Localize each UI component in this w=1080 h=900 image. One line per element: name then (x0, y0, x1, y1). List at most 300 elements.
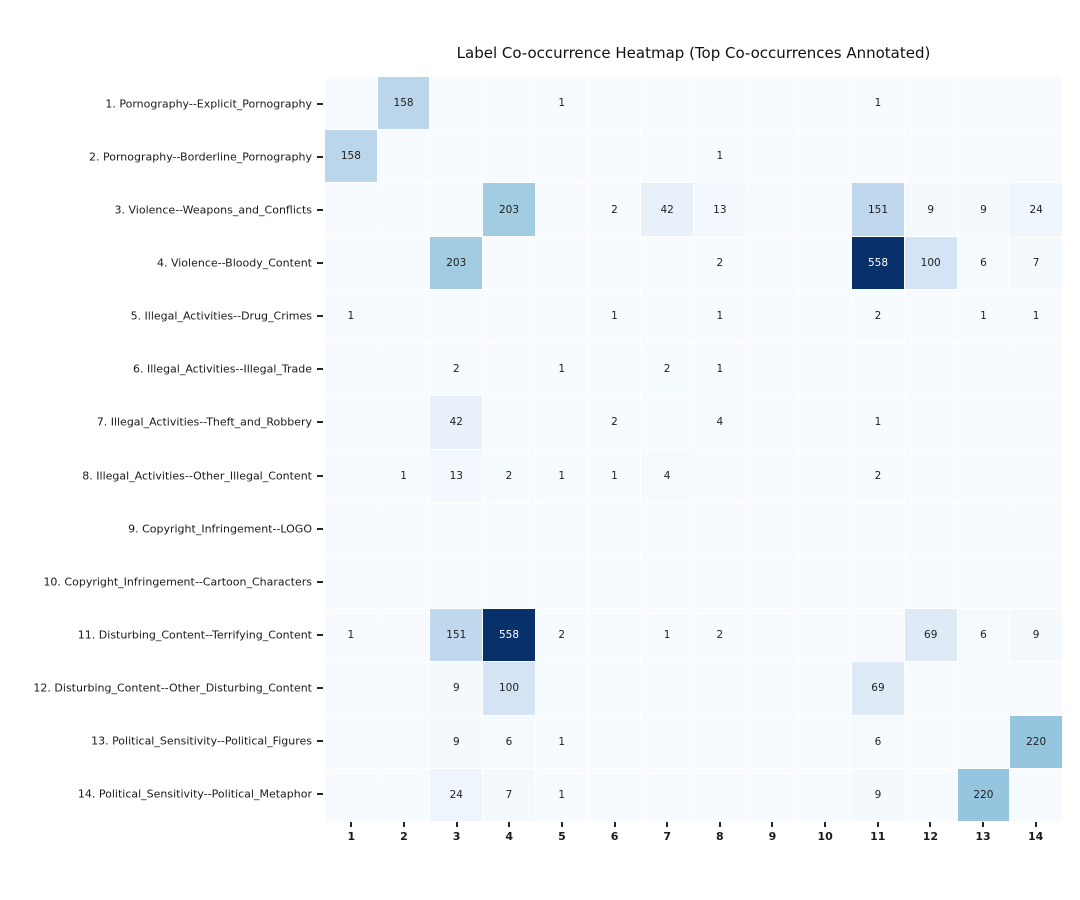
heatmap-cell (694, 450, 746, 502)
heatmap-cell (325, 237, 377, 289)
heatmap-cell (589, 716, 641, 768)
heatmap-cell (483, 343, 535, 395)
cell-value: 13 (449, 469, 463, 482)
x-tick-mark (771, 822, 773, 827)
cell-value: 1 (1032, 309, 1040, 322)
heatmap-cell (325, 556, 377, 608)
cell-value: 220 (973, 788, 994, 801)
x-tick-label: 10 (817, 830, 833, 843)
heatmap-cell (694, 183, 746, 235)
heatmap-cell (799, 556, 851, 608)
heatmap-cell (747, 343, 799, 395)
heatmap-cell (589, 609, 641, 661)
x-tick-label: 7 (663, 830, 671, 843)
heatmap-cell (430, 183, 482, 235)
cell-value: 2 (874, 469, 882, 482)
heatmap-cell (1010, 716, 1062, 768)
heatmap-cell (483, 237, 535, 289)
cell-value: 1 (716, 363, 724, 376)
heatmap-cell (483, 769, 535, 821)
heatmap-cell (958, 183, 1010, 235)
heatmap-cell (852, 556, 904, 608)
heatmap-cell (536, 556, 588, 608)
heatmap-cell (378, 237, 430, 289)
cell-value: 6 (874, 735, 882, 748)
heatmap-cell (852, 237, 904, 289)
heatmap-cell (641, 503, 693, 555)
row-label: 1. Pornography--Explicit_Pornography (105, 97, 312, 111)
heatmap-cell (799, 343, 851, 395)
heatmap-cell (799, 396, 851, 448)
heatmap-cell (694, 130, 746, 182)
heatmap-cell (1010, 290, 1062, 342)
heatmap-cell (958, 77, 1010, 129)
x-tick-mark (877, 822, 879, 827)
cell-value: 558 (498, 629, 520, 642)
y-tick-mark (317, 793, 323, 795)
y-tick-mark (317, 103, 323, 105)
heatmap-cell (799, 450, 851, 502)
heatmap-cell (905, 183, 957, 235)
row-label: 14. Political_Sensitivity--Political_Metaphor (77, 787, 312, 801)
heatmap-cell (747, 609, 799, 661)
cell-value: 1 (874, 97, 882, 110)
heatmap-cell (378, 396, 430, 448)
heatmap-cell (799, 716, 851, 768)
x-tick-mark (614, 822, 616, 827)
y-tick-mark (317, 634, 323, 636)
heatmap-cell (378, 183, 430, 235)
cell-value: 4 (663, 469, 671, 482)
heatmap-cell (852, 183, 904, 235)
heatmap-cell (536, 290, 588, 342)
y-tick-mark (317, 581, 323, 583)
cell-value: 203 (498, 203, 520, 216)
cell-value: 2 (874, 309, 882, 322)
heatmap-cell (641, 77, 693, 129)
heatmap-cell (852, 769, 904, 821)
cell-value: 7 (1032, 256, 1040, 269)
heatmap-cell (536, 130, 588, 182)
x-tick-label: 8 (715, 830, 724, 843)
heatmap-cell (641, 183, 693, 235)
heatmap-cell (747, 237, 799, 289)
y-tick-mark (317, 421, 323, 423)
cell-value: 558 (867, 256, 889, 269)
x-tick-mark (719, 822, 721, 827)
heatmap-cell (694, 769, 746, 821)
x-tick-label: 9 (768, 830, 777, 843)
cell-value: 1 (716, 150, 724, 163)
heatmap-cell (1010, 662, 1062, 714)
cell-value: 100 (920, 256, 941, 269)
cell-value: 69 (924, 629, 938, 642)
heatmap-cell (852, 77, 904, 129)
y-tick-mark (317, 740, 323, 742)
cell-value: 151 (867, 203, 889, 216)
cell-value: 2 (505, 469, 513, 482)
heatmap-cell (852, 662, 904, 714)
y-tick-mark (317, 687, 323, 689)
heatmap-cell (325, 450, 377, 502)
heatmap-cell (378, 130, 430, 182)
heatmap-cell (430, 396, 482, 448)
heatmap-cell (905, 503, 957, 555)
heatmap-cell (747, 662, 799, 714)
cell-value: 2 (611, 203, 618, 216)
heatmap-cell (958, 396, 1010, 448)
heatmap-cell (799, 290, 851, 342)
heatmap-cell (694, 343, 746, 395)
heatmap-cell (905, 290, 957, 342)
x-tick-label: 6 (610, 830, 619, 843)
heatmap-cell (905, 662, 957, 714)
heatmap-cell (905, 556, 957, 608)
heatmap-cell (325, 503, 377, 555)
heatmap-cell (958, 662, 1010, 714)
heatmap-cell (694, 290, 746, 342)
cell-value: 1 (400, 469, 407, 482)
x-tick-mark (403, 822, 405, 827)
heatmap-cell (1010, 503, 1062, 555)
heatmap-cell (852, 716, 904, 768)
heatmap-cell (694, 503, 746, 555)
heatmap-cell (378, 609, 430, 661)
y-tick-mark (317, 262, 323, 264)
heatmap-cell (589, 343, 641, 395)
heatmap-cell (747, 450, 799, 502)
heatmap-cell (641, 130, 693, 182)
heatmap-cell (430, 769, 482, 821)
heatmap-cell (483, 290, 535, 342)
heatmap-cell (905, 396, 957, 448)
heatmap-cell (641, 290, 693, 342)
x-tick-label: 14 (1028, 830, 1044, 843)
heatmap-cell (958, 130, 1010, 182)
cell-value: 42 (449, 416, 463, 429)
row-label: 13. Political_Sensitivity--Political_Figures (91, 734, 312, 748)
x-tick-mark (508, 822, 510, 827)
row-label: 6. Illegal_Activities--Illegal_Trade (132, 362, 312, 376)
heatmap-cell (536, 396, 588, 448)
x-tick-label: 2 (400, 830, 408, 843)
heatmap-cell (799, 609, 851, 661)
y-tick-mark (317, 368, 323, 370)
heatmap-cell (325, 769, 377, 821)
heatmap-cell (747, 290, 799, 342)
heatmap-cell (747, 77, 799, 129)
cell-value: 2 (558, 629, 566, 642)
heatmap-cell (430, 716, 482, 768)
heatmap-cell (483, 183, 535, 235)
heatmap-cell (325, 396, 377, 448)
x-tick-mark (1035, 822, 1037, 827)
heatmap-cell (641, 716, 693, 768)
cell-value: 1 (558, 735, 566, 748)
cell-value: 9 (980, 203, 987, 216)
heatmap-cell (747, 716, 799, 768)
cell-value: 9 (452, 682, 460, 695)
heatmap-cell (641, 343, 693, 395)
heatmap-cell (799, 769, 851, 821)
heatmap-cell (325, 77, 377, 129)
heatmap-cell (958, 503, 1010, 555)
y-tick-mark (317, 209, 323, 211)
heatmap-cell (536, 183, 588, 235)
y-tick-mark (317, 528, 323, 530)
heatmap-cell (430, 450, 482, 502)
cell-value: 1 (611, 309, 618, 322)
heatmap-cell (536, 343, 588, 395)
heatmap-cell (1010, 183, 1062, 235)
x-tick-mark (929, 822, 931, 827)
heatmap-cell (852, 503, 904, 555)
heatmap-cell (325, 716, 377, 768)
heatmap-cell (483, 77, 535, 129)
heatmap-cell (430, 662, 482, 714)
heatmap-cell (430, 290, 482, 342)
heatmap-cell (1010, 77, 1062, 129)
row-label: 7. Illegal_Activities--Theft_and_Robbery (96, 415, 312, 429)
x-tick-label: 5 (558, 830, 566, 843)
x-tick-mark (456, 822, 458, 827)
heatmap-cell (325, 662, 377, 714)
heatmap-cell (430, 556, 482, 608)
heatmap-cell (325, 609, 377, 661)
row-label: 3. Violence--Weapons_and_Conflicts (114, 203, 312, 217)
heatmap-cell (589, 450, 641, 502)
cell-value: 1 (558, 363, 566, 376)
heatmap-cell (747, 556, 799, 608)
cell-value: 24 (449, 788, 463, 801)
heatmap-cell (1010, 450, 1062, 502)
heatmap-cell (799, 503, 851, 555)
heatmap-cell (905, 77, 957, 129)
heatmap-cell (852, 609, 904, 661)
heatmap-cell (589, 769, 641, 821)
heatmap-cell (852, 290, 904, 342)
x-tick-label: 4 (505, 830, 514, 843)
row-label: 11. Disturbing_Content--Terrifying_Content (77, 628, 312, 642)
cell-value: 1 (347, 629, 355, 642)
heatmap-cell (589, 556, 641, 608)
cell-value: 9 (927, 203, 935, 216)
heatmap-cell (958, 769, 1010, 821)
heatmap-cell (958, 556, 1010, 608)
cell-value: 158 (340, 150, 361, 163)
cell-value: 24 (1029, 203, 1043, 216)
heatmap-cell (641, 396, 693, 448)
heatmap-cell (483, 130, 535, 182)
heatmap-cell (958, 450, 1010, 502)
cell-value: 6 (505, 735, 513, 748)
cell-value: 1 (874, 416, 882, 429)
heatmap-cell (483, 662, 535, 714)
heatmap-cell (430, 609, 482, 661)
heatmap-cell (1010, 609, 1062, 661)
heatmap-cell (536, 237, 588, 289)
heatmap-cell (641, 769, 693, 821)
heatmap-cell (483, 450, 535, 502)
cell-value: 2 (611, 416, 618, 429)
heatmap-grid (325, 77, 1062, 821)
heatmap-cell (430, 503, 482, 555)
heatmap-cell (799, 237, 851, 289)
heatmap-cell (430, 77, 482, 129)
x-tick-mark (982, 822, 984, 827)
row-label: 9. Copyright_Infringement--LOGO (128, 522, 312, 536)
heatmap-cell (694, 237, 746, 289)
cell-value: 1 (663, 629, 671, 642)
heatmap-cell (430, 237, 482, 289)
heatmap-cell (589, 662, 641, 714)
heatmap-cell (852, 396, 904, 448)
heatmap-cell (378, 343, 430, 395)
heatmap-cell (378, 769, 430, 821)
cell-value: 6 (980, 629, 987, 642)
heatmap-cell (378, 556, 430, 608)
heatmap-cell (483, 716, 535, 768)
heatmap-cell (589, 77, 641, 129)
heatmap-cell (958, 609, 1010, 661)
cell-value: 2 (452, 363, 460, 376)
heatmap-cell (483, 556, 535, 608)
heatmap-cell (1010, 556, 1062, 608)
x-tick-label: 11 (870, 830, 886, 843)
heatmap-cell (589, 183, 641, 235)
cell-value: 1 (558, 97, 566, 110)
x-tick-label: 3 (452, 830, 461, 843)
heatmap-cell (536, 716, 588, 768)
heatmap-cell (536, 609, 588, 661)
heatmap-cell (905, 609, 957, 661)
cell-value: 4 (716, 416, 724, 429)
heatmap-cell (589, 503, 641, 555)
cell-value: 9 (874, 788, 882, 801)
heatmap-cell (536, 662, 588, 714)
heatmap-cell (1010, 130, 1062, 182)
heatmap-cell (852, 343, 904, 395)
heatmap-cell (483, 396, 535, 448)
cell-value: 6 (980, 256, 987, 269)
cell-value: 2 (716, 629, 724, 642)
heatmap-cell (536, 77, 588, 129)
heatmap-cell (483, 503, 535, 555)
heatmap-cell (641, 609, 693, 661)
heatmap-cell (641, 662, 693, 714)
heatmap-cell (1010, 396, 1062, 448)
row-label: 10. Copyright_Infringement--Cartoon_Characters (43, 575, 312, 589)
heatmap-cell (325, 183, 377, 235)
row-label: 5. Illegal_Activities--Drug_Crimes (130, 309, 312, 323)
heatmap-cell (378, 290, 430, 342)
heatmap-cell (694, 396, 746, 448)
row-label: 2. Pornography--Borderline_Pornography (89, 150, 312, 164)
heatmap-cell (378, 662, 430, 714)
heatmap-cell (325, 130, 377, 182)
heatmap-cell (958, 343, 1010, 395)
y-tick-mark (317, 475, 323, 477)
x-tick-mark (561, 822, 563, 827)
cell-value: 13 (713, 203, 727, 216)
x-tick-label: 13 (975, 830, 991, 843)
cell-value: 9 (1032, 629, 1040, 642)
cell-value: 203 (446, 256, 467, 269)
heatmap-cell (589, 396, 641, 448)
heatmap-cell (325, 290, 377, 342)
cell-value: 2 (663, 363, 671, 376)
heatmap-cell (958, 290, 1010, 342)
heatmap-cell (1010, 769, 1062, 821)
y-tick-mark (317, 156, 323, 158)
cell-value: 7 (505, 788, 513, 801)
x-tick-mark (824, 822, 826, 827)
cell-value: 158 (393, 97, 414, 110)
row-label: 4. Violence--Bloody_Content (156, 256, 312, 270)
heatmap-cell (905, 343, 957, 395)
heatmap-cell (694, 77, 746, 129)
heatmap-cell (905, 769, 957, 821)
heatmap-cell (799, 77, 851, 129)
heatmap-cell (694, 609, 746, 661)
heatmap-cell (958, 716, 1010, 768)
heatmap-cell (747, 396, 799, 448)
heatmap-cell (430, 130, 482, 182)
heatmap-cell (1010, 343, 1062, 395)
chart-title: Label Co-occurrence Heatmap (Top Co-occurrences Annotated) (456, 44, 931, 62)
heatmap-cell (799, 662, 851, 714)
cell-value: 9 (452, 735, 460, 748)
cell-value: 2 (716, 256, 724, 269)
cell-value: 151 (446, 629, 467, 642)
heatmap-cell (378, 716, 430, 768)
heatmap-cell (378, 503, 430, 555)
y-tick-mark (317, 315, 323, 317)
cell-value: 100 (498, 682, 520, 695)
heatmap-cell (905, 716, 957, 768)
cell-value: 69 (871, 682, 885, 695)
heatmap-cell (747, 769, 799, 821)
heatmap-cell (378, 450, 430, 502)
cell-value: 220 (1026, 735, 1047, 748)
cell-value: 42 (660, 203, 674, 216)
heatmap-cell (430, 343, 482, 395)
heatmap-cell (747, 183, 799, 235)
heatmap-cell (325, 343, 377, 395)
heatmap-cell (1010, 237, 1062, 289)
heatmap-cell (747, 130, 799, 182)
cell-value: 1 (980, 309, 987, 322)
cell-value: 1 (347, 309, 355, 322)
heatmap-cell (589, 237, 641, 289)
heatmap-cell (536, 769, 588, 821)
heatmap-cell (694, 716, 746, 768)
heatmap-cell (852, 450, 904, 502)
cell-value: 1 (558, 788, 566, 801)
cell-value: 1 (716, 309, 724, 322)
x-tick-label: 1 (347, 830, 356, 843)
heatmap-cell (641, 450, 693, 502)
x-tick-mark (666, 822, 668, 827)
x-tick-mark (350, 822, 352, 827)
heatmap-cell (799, 183, 851, 235)
heatmap-cell (536, 450, 588, 502)
heatmap-cell (589, 290, 641, 342)
heatmap-cell (378, 77, 430, 129)
heatmap-cell (641, 556, 693, 608)
heatmap-cell (905, 237, 957, 289)
row-label: 12. Disturbing_Content--Other_Disturbing_Content (33, 681, 312, 695)
